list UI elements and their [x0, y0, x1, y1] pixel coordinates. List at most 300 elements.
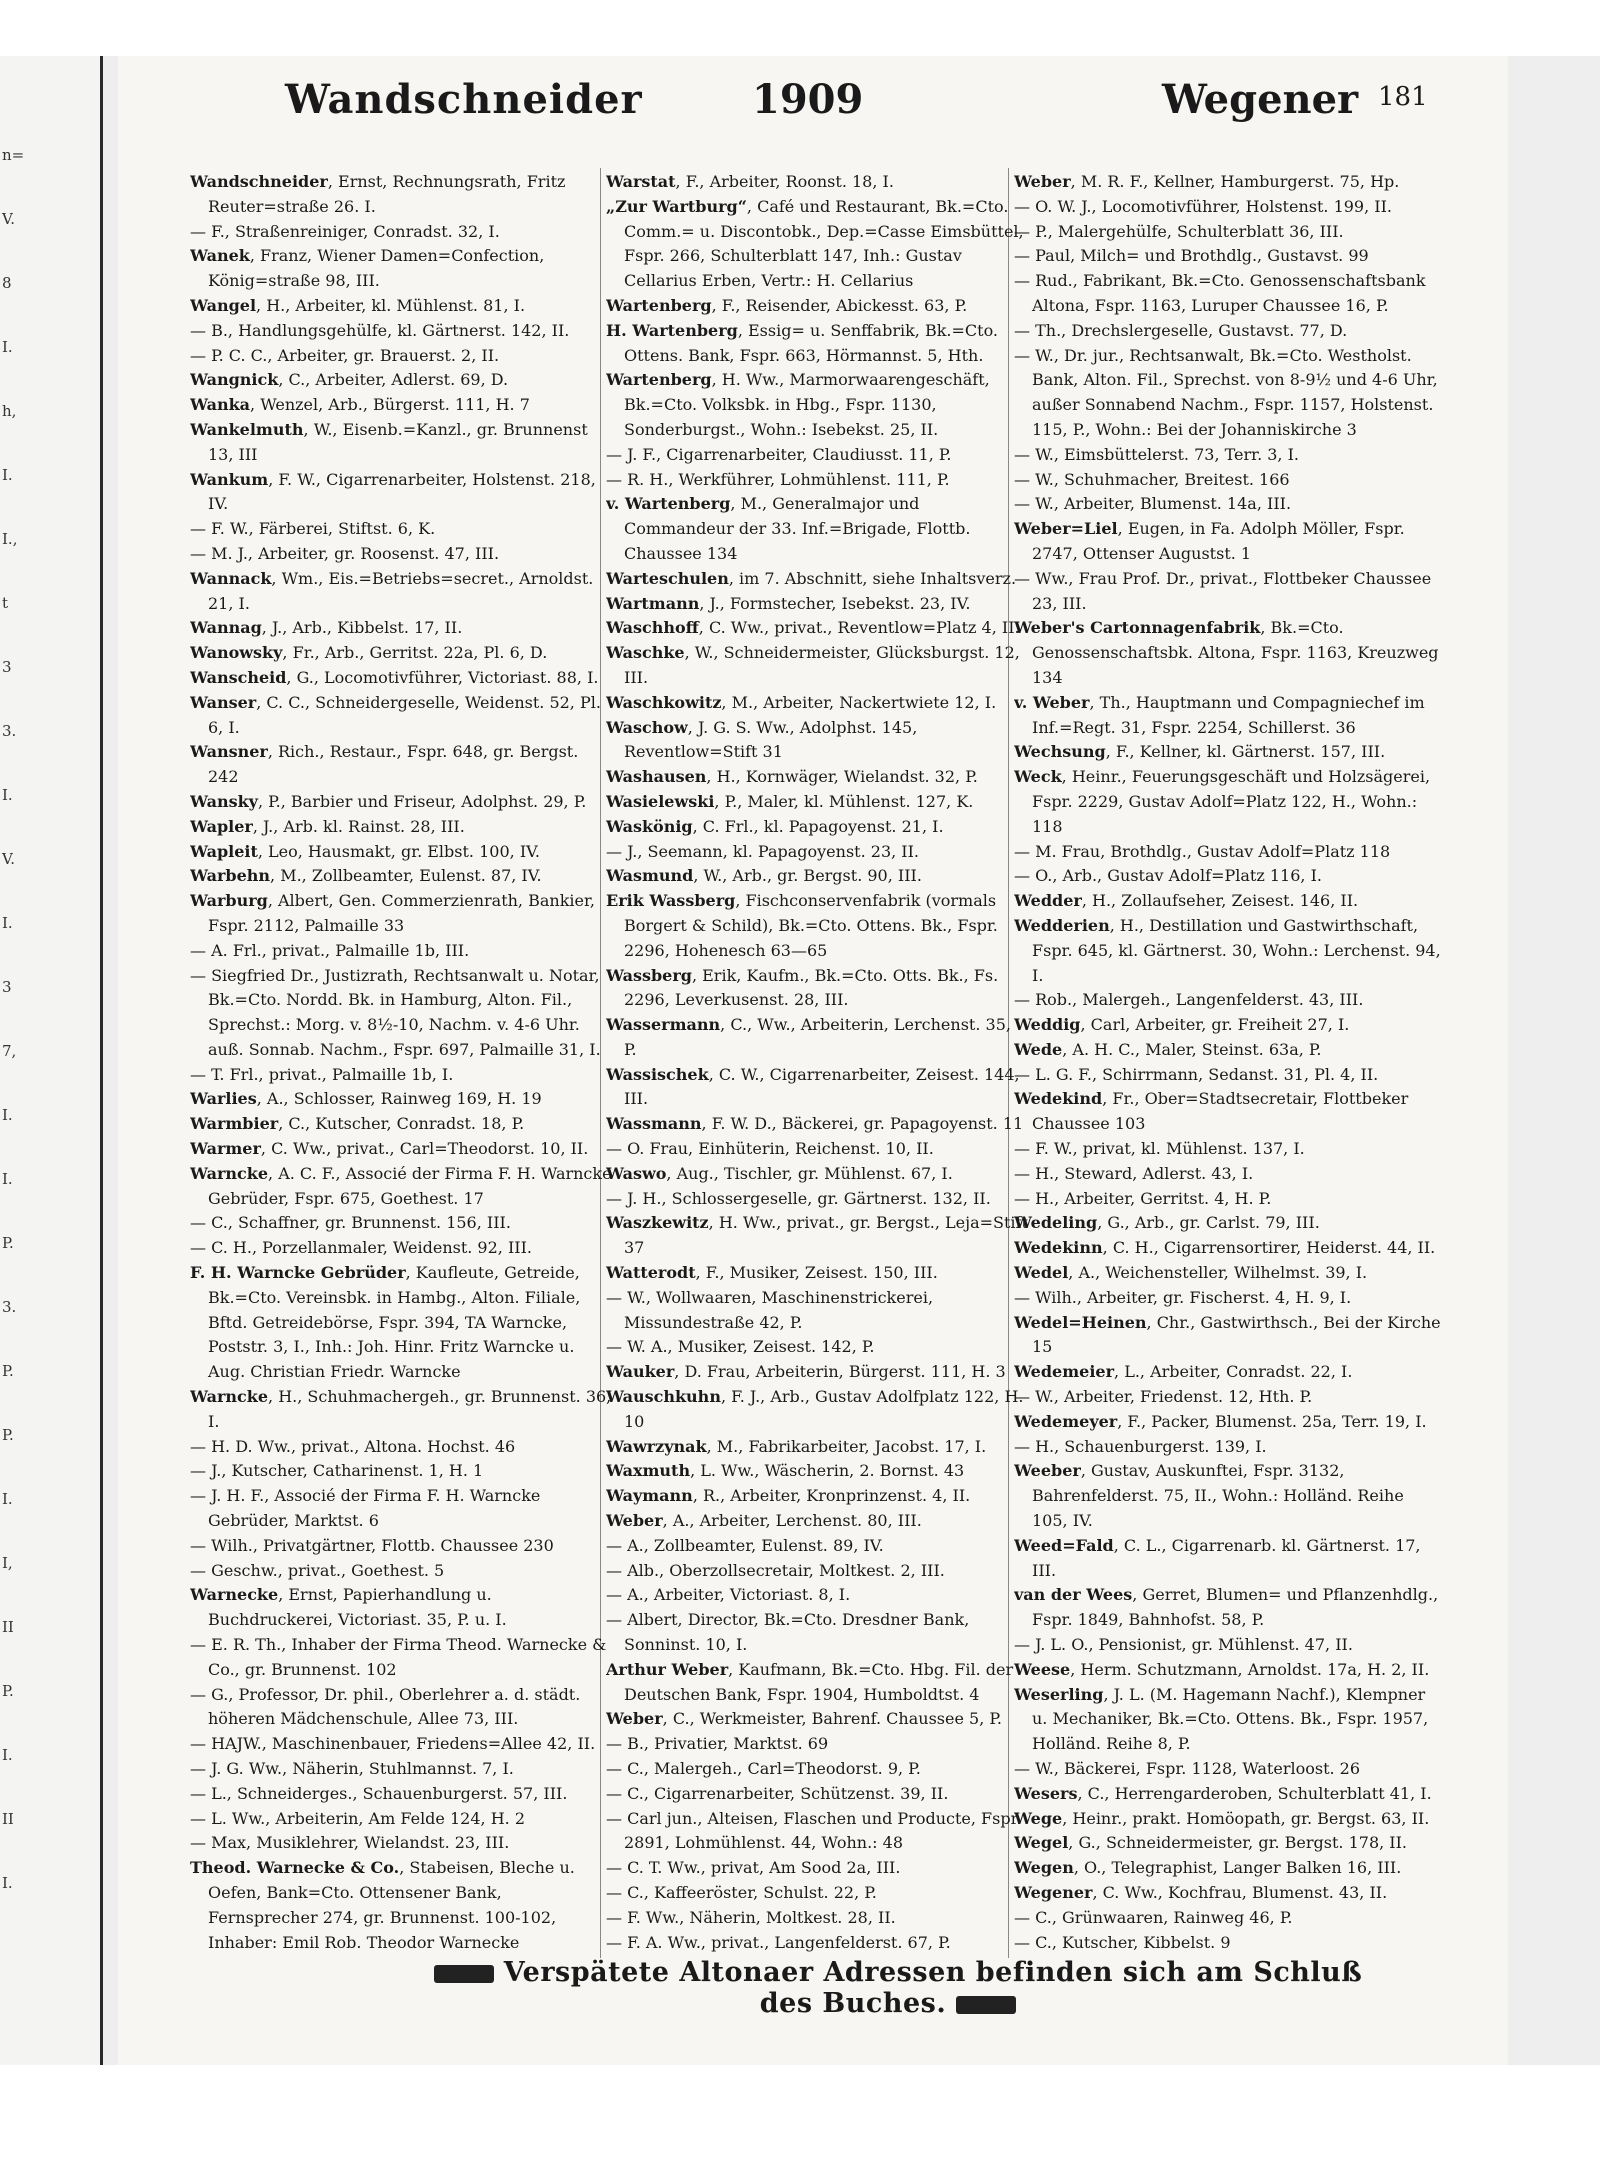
previous-page-fragment: I.: [2, 1170, 13, 1188]
directory-entry: [1014, 269, 1444, 319]
entry-details: Franz, Wiener Damen=Confection, König=straße 98, III.: [208, 246, 545, 291]
entry-details: Wenzel, Arb., Bürgerst. 111, H. 7: [260, 395, 530, 415]
entry-details: F., Musiker, Zeisest. 150, III.: [705, 1263, 938, 1283]
entry-surname: Wegen: [1014, 1858, 1074, 1878]
directory-entry: Wegel, G., Schneidermeister, gr. Bergst. 178, II.: [1014, 1833, 1408, 1853]
entry-surname: Waschhoff: [606, 618, 699, 638]
entry-surname: Weber: [606, 1709, 663, 1729]
entry-details: P., Barbier und Friseur, Adolphst. 29, P.: [268, 791, 587, 811]
entry-details: Heinr., prakt. Homöopath, gr. Bergst. 63, II.: [1072, 1808, 1430, 1828]
directory-entry: „Zur Wartburg“, Café und Restaurant, Bk.=Cto. Comm.= u. Discontobk., Dep.=Casse Eimsbüttel, Fspr. 266, Schulterblatt 147, Inh.: Gustav Cellarius Erben, Vertr.: H. Cellarius: [606, 196, 1024, 291]
entry-surname: van der Wees: [1014, 1585, 1133, 1605]
previous-page-fragment: P.: [2, 1234, 14, 1252]
directory-entry: [190, 964, 612, 1063]
entry-surname: Wartenberg: [606, 295, 712, 315]
previous-page-fragment: P.: [2, 1682, 14, 1700]
directory-column-3: [1014, 170, 1444, 1955]
directory-entry: [606, 1931, 1028, 1955]
entry-surname: Wasielewski: [606, 791, 715, 811]
directory-entry: [606, 1534, 1028, 1559]
directory-entry: Weber, M. R. F., Kellner, Hamburgerst. 75, Hp.: [1014, 172, 1400, 191]
directory-entry: [190, 344, 612, 369]
directory-entry: Warburg, Albert, Gen. Commerzienrath, Bankier, Fspr. 2112, Palmaille 33: [190, 891, 595, 935]
entry-details: Heinr., Feuerungsgeschäft und Holzsägerei, Fspr. 2229, Gustav Adolf=Platz 122, H., Wohn.: 118: [1032, 767, 1431, 836]
directory-entry: Warncke, H., Schuhmachergeh., gr. Brunnenst. 36, I.: [190, 1387, 612, 1431]
directory-entry: [190, 1484, 612, 1534]
entry-details: H., Arbeiter, kl. Mühlenst. 81, I.: [266, 295, 526, 315]
directory-entry: Weber=Liel, Eugen, in Fa. Adolph Möller, Fspr. 2747, Ottenser Augustst. 1: [1014, 519, 1405, 563]
entry-details: — J., Seemann, kl. Papagoyenst. 23, II.: [606, 841, 920, 861]
previous-page-fragment: n=: [2, 146, 25, 164]
entry-details: M., Zollbeamter, Eulenst. 87, IV.: [280, 866, 542, 886]
entry-surname: Wapler: [190, 816, 253, 836]
entry-details: — L., Schneiderges., Schauenburgerst. 57, III.: [190, 1783, 568, 1803]
entry-details: W., Schneidermeister, Glücksburgst. 12, III.: [624, 643, 1020, 687]
entry-details: M., Arbeiter, Nackertwiete 12, I.: [731, 692, 997, 712]
entry-surname: Wangel: [190, 295, 257, 315]
directory-entry: Wedderien, H., Destillation und Gastwirthschaft, Fspr. 645, kl. Gärtnerst. 30, Wohn.: Lerchenst. 94, I.: [1014, 915, 1441, 985]
directory-entry: [190, 1732, 612, 1757]
entry-surname: Weeber: [1014, 1461, 1081, 1481]
entry-details: Erik, Kaufm., Bk.=Cto. Otts. Bk., Fs. 2296, Leverkusenst. 28, III.: [624, 965, 999, 1010]
entry-details: — O. Frau, Einhüterin, Reichenst. 10, II.: [606, 1139, 934, 1159]
directory-entry: [1014, 864, 1444, 889]
entry-details: F., Arbeiter, Roonst. 18, I.: [685, 172, 894, 191]
directory-entry: Weber's Cartonnagenfabrik, Bk.=Cto. Genossenschaftsbk. Altona, Fspr. 1163, Kreuzweg 134: [1014, 618, 1439, 687]
directory-entry: [1014, 1137, 1444, 1162]
entry-surname: H. Wartenberg: [606, 320, 738, 340]
entry-surname: Wankum: [190, 469, 269, 489]
entry-details: — Rud., Fabrikant, Bk.=Cto. Genossenschaftsbank Altona, Fspr. 1163, Luruper Chaussee 16, P.: [1014, 271, 1426, 315]
pointing-hand-icon: [434, 1965, 494, 1983]
pointing-hand-icon: [956, 1996, 1016, 2014]
entry-details: — H., Steward, Adlerst. 43, I.: [1014, 1163, 1254, 1183]
entry-details: R., Arbeiter, Kronprinzenst. 4, II.: [702, 1486, 971, 1506]
directory-entry: [606, 468, 1028, 493]
directory-entry: Wankelmuth, W., Eisenb.=Kanzl., gr. Brunnenst 13, III: [190, 419, 588, 464]
directory-entry: [190, 1782, 612, 1807]
directory-entry: [606, 1608, 1028, 1658]
footer-notice: [398, 1957, 1388, 2019]
entry-details: C., Ww., Arbeiterin, Lerchenst. 35, P.: [624, 1015, 1011, 1059]
directory-entry: Wanka, Wenzel, Arb., Bürgerst. 111, H. 7: [190, 395, 530, 415]
previous-page-fragment: I.: [2, 914, 13, 932]
directory-entry: Weese, Herm. Schutzmann, Arnoldst. 17a, H. 2, II.: [1014, 1659, 1430, 1679]
entry-details: — R. H., Werkführer, Lohmühlenst. 111, P.: [606, 469, 950, 489]
entry-details: — F. W., Färberei, Stiftst. 6, K.: [190, 519, 436, 539]
entry-details: — W., Bäckerei, Fspr. 1128, Waterloost. 26: [1014, 1759, 1361, 1778]
entry-details: — H., Arbeiter, Gerritst. 4, H. P.: [1014, 1188, 1272, 1208]
entry-details: F. W., Cigarrenarbeiter, Holstenst. 218, IV.: [208, 469, 596, 514]
directory-entry: [190, 1459, 612, 1484]
entry-details: C. Ww., privat., Reventlow=Platz 4, II.: [708, 618, 1020, 638]
entry-details: C. Frl., kl. Papagoyenst. 21, I.: [702, 816, 944, 836]
entry-surname: Wasmund: [606, 866, 694, 886]
directory-entry: [1014, 1435, 1444, 1460]
entry-details: Eugen, in Fa. Adolph Möller, Fspr. 2747, Ottenser Augustst. 1: [1032, 519, 1405, 563]
previous-page-fragment: 7,: [2, 1042, 17, 1060]
directory-entry: [606, 443, 1028, 468]
directory-entry: Wassischek, C. W., Cigarrenarbeiter, Zeisest. 144, III.: [606, 1064, 1020, 1109]
previous-page-fragment: 3.: [2, 1298, 17, 1316]
directory-entry: Erik Wassberg, Fischconservenfabrik (vormals Borgert & Schild), Bk.=Cto. Ottens. Bk., Fspr. 2296, Hohenesch 63—65: [606, 891, 998, 960]
entry-details: Café und Restaurant, Bk.=Cto. Comm.= u. Discontobk., Dep.=Casse Eimsbüttel, Fspr. 266, Schulterblatt 147, Inh.: Gustav Cellarius Erben, Vertr.: H. Cellarius: [624, 196, 1024, 291]
directory-entry: [606, 1732, 1028, 1757]
entry-surname: Wedemeyer: [1014, 1411, 1118, 1431]
entry-details: — H., Schauenburgerst. 139, I.: [1014, 1436, 1267, 1456]
directory-entry: Waswo, Aug., Tischler, gr. Mühlenst. 67, I.: [606, 1163, 953, 1183]
entry-surname: Wedemeier: [1014, 1362, 1115, 1382]
directory-entry: [1014, 492, 1444, 517]
entry-details: G., Arb., gr. Carlst. 79, III.: [1107, 1213, 1320, 1233]
entry-details: W., Eisenb.=Kanzl., gr. Brunnenst 13, III: [208, 419, 588, 464]
entry-surname: Wanser: [190, 692, 257, 712]
entry-surname: Wansky: [190, 791, 258, 811]
previous-page-fragment: V.: [2, 850, 15, 868]
directory-entry: Weber, C., Werkmeister, Bahrenf. Chaussee 5, P.: [606, 1709, 1002, 1729]
directory-entry: Weed=Fald, C. L., Cigarrenarb. kl. Gärtnerst. 17, III.: [1014, 1535, 1421, 1580]
entry-details: — G., Professor, Dr. phil., Oberlehrer a. d. städt. höheren Mädchenschule, Allee 73, III.: [190, 1684, 581, 1729]
directory-entry: v. Wartenberg, M., Generalmajor und Commandeur der 33. Inf.=Brigade, Flottb. Chaussee 134: [606, 494, 971, 563]
entry-surname: Wangnick: [190, 370, 279, 390]
entry-surname: Warnecke: [190, 1585, 279, 1605]
previous-page-fragment: t: [2, 594, 9, 612]
directory-entry: Warmer, C. Ww., privat., Carl=Theodorst. 10, II.: [190, 1139, 589, 1159]
directory-entry: [190, 1559, 612, 1584]
entry-details: Gustav, Auskunftei, Fspr. 3132, Bahrenfelderst. 75, II., Wohn.: Holländ. Reihe 105, IV.: [1032, 1461, 1404, 1531]
entry-details: C., Werkmeister, Bahrenf. Chaussee 5, P.: [672, 1709, 1002, 1729]
directory-entry: Arthur Weber, Kaufmann, Bk.=Cto. Hbg. Fil. der Deutschen Bank, Fspr. 1904, Humboldtst. 4: [606, 1659, 1014, 1704]
entry-details: — T. Frl., privat., Palmaille 1b, I.: [190, 1064, 454, 1084]
entry-details: J. L. (M. Hagemann Nachf.), Klempner u. Mechaniker, Bk.=Cto. Ottens. Bk., Fspr. 1957, Holländ. Reihe 8, P.: [1032, 1684, 1429, 1754]
entry-details: C. L., Cigarrenarb. kl. Gärtnerst. 17, III.: [1032, 1535, 1421, 1580]
entry-details: — F., Straßenreiniger, Conradst. 32, I.: [190, 221, 500, 241]
entry-details: — M. J., Arbeiter, gr. Roosenst. 47, III.: [190, 543, 500, 563]
directory-entry: Wassermann, C., Ww., Arbeiterin, Lerchenst. 35, P.: [606, 1015, 1011, 1059]
entry-details: Th., Hauptmann und Compagniechef im Inf.=Regt. 31, Fspr. 2254, Schillerst. 36: [1032, 692, 1425, 737]
directory-entry: [190, 1831, 612, 1856]
directory-entry: Wedel=Heinen, Chr., Gastwirthsch., Bei der Kirche 15: [1014, 1312, 1441, 1357]
directory-entry: Wedel, A., Weichensteller, Wilhelmst. 39, I.: [1014, 1263, 1368, 1283]
directory-entry: Warstat, F., Arbeiter, Roonst. 18, I.: [606, 172, 894, 191]
directory-entry: Wegener, C. Ww., Kochfrau, Blumenst. 43, II.: [1014, 1882, 1388, 1902]
directory-entry: [606, 1286, 1028, 1336]
entry-surname: Weber's Cartonnagenfabrik: [1014, 618, 1261, 638]
directory-entry: [1014, 567, 1444, 617]
entry-details: J., Formstecher, Isebekst. 23, IV.: [709, 593, 971, 613]
entry-surname: Wedder: [1014, 891, 1082, 911]
entry-details: F. J., Arb., Gustav Adolfplatz 122, H. 10: [624, 1387, 1024, 1431]
directory-entry: [1014, 244, 1444, 269]
directory-entry: Wedder, H., Zollaufseher, Zeisest. 146, II.: [1014, 891, 1359, 911]
entry-details: — C., Kaffeeröster, Schulst. 22, P.: [606, 1882, 877, 1902]
entry-details: Essig= u. Senffabrik, Bk.=Cto. Ottens. Bank, Fspr. 663, Hörmannst. 5, Hth.: [624, 320, 998, 365]
entry-details: — B., Privatier, Marktst. 69: [606, 1734, 829, 1754]
entry-surname: Wassermann: [606, 1015, 721, 1035]
directory-entry: [606, 1856, 1028, 1881]
previous-page-fragment: I.,: [2, 530, 18, 548]
entry-details: — C., Grünwaaren, Rainweg 46, P.: [1014, 1907, 1293, 1927]
entry-details: — F. Ww., Näherin, Moltkest. 28, II.: [606, 1907, 896, 1927]
entry-surname: Warncke: [190, 1387, 269, 1407]
entry-details: L., Arbeiter, Conradst. 22, I.: [1124, 1362, 1353, 1382]
entry-details: — J. F., Cigarrenarbeiter, Claudiusst. 11, P.: [606, 444, 952, 464]
entry-details: F., Kellner, kl. Gärtnerst. 157, III.: [1115, 742, 1386, 762]
entry-surname: v. Wartenberg: [606, 494, 731, 514]
entry-details: — W., Dr. jur., Rechtsanwalt, Bk.=Cto. Westholst. Bank, Alton. Fil., Sprechst. von 8-9½ und 4-6 Uhr, außer Sonnabend Nachm., Fspr. 1157, Holstenst. 115, P., Wohn.: Bei der Johanniskirche 3: [1014, 345, 1438, 439]
entry-details: — W., Arbeiter, Friedenst. 12, Hth. P.: [1014, 1387, 1313, 1407]
directory-entry: Wanowsky, Fr., Arb., Gerritst. 22a, Pl. 6, D.: [190, 643, 548, 663]
previous-page-fragment: h,: [2, 402, 17, 420]
entry-details: — F. A. Ww., privat., Langenfelderst. 67, P.: [606, 1932, 951, 1952]
entry-surname: Wege: [1014, 1808, 1063, 1828]
directory-entry: Wartenberg, H. Ww., Marmorwaarengeschäft, Bk.=Cto. Volksbk. in Hbg., Fspr. 1130, Sonderburgst., Wohn.: Isebekst. 25, II.: [606, 370, 990, 439]
directory-entry: Theod. Warnecke & Co., Stabeisen, Bleche u. Oefen, Bank=Cto. Ottensener Bank, Fernsprecher 274, gr. Brunnenst. 100-102, Inhaber: Emil Rob. Theodor Warnecke: [190, 1858, 575, 1952]
entry-surname: „Zur Wartburg“: [606, 196, 747, 216]
entry-details: C. W., Cigarrenarbeiter, Zeisest. 144, III.: [624, 1064, 1020, 1109]
entry-surname: Wedderien: [1014, 915, 1110, 935]
entry-details: H., Destillation und Gastwirthschaft, Fspr. 645, kl. Gärtnerst. 30, Wohn.: Lerchenst. 94, I.: [1032, 915, 1441, 985]
entry-details: Kaufmann, Bk.=Cto. Hbg. Fil. der Deutschen Bank, Fspr. 1904, Humboldtst. 4: [624, 1659, 1014, 1704]
entry-details: Fr., Ober=Stadtsecretair, Flottbeker Chaussee 103: [1032, 1089, 1409, 1134]
top-margin: [0, 0, 1600, 56]
entry-details: F., Packer, Blumenst. 25a, Terr. 19, I.: [1127, 1411, 1427, 1431]
directory-entry: [1014, 195, 1444, 220]
entry-surname: Wandschneider: [190, 172, 328, 191]
directory-entry: Wandschneider, Ernst, Rechnungsrath, Fritz Reuter=straße 26. I.: [190, 172, 566, 216]
entry-details: — C., Cigarrenarbeiter, Schützenst. 39, II.: [606, 1783, 949, 1803]
entry-surname: Wegel: [1014, 1833, 1069, 1853]
directory-entry: F. H. Warncke Gebrüder, Kaufleute, Getreide, Bk.=Cto. Vereinsbk. in Hambg., Alton. Filiale, Bftd. Getreidebörse, Fspr. 394, TA Warncke, Poststr. 3, I., Inh.: Joh. Hinr. Fritz Warncke u. Aug. Christian Friedr. Warncke: [190, 1263, 581, 1382]
entry-details: im 7. Abschnitt, siehe Inhaltsverz.: [739, 568, 1017, 588]
entry-details: J., Arb., Kibbelst. 17, II.: [271, 618, 463, 638]
directory-column-1: [190, 170, 612, 1955]
entry-surname: Warncke: [190, 1163, 269, 1183]
directory-entry: [190, 1236, 612, 1261]
directory-entry: Watterodt, F., Musiker, Zeisest. 150, III.: [606, 1263, 938, 1283]
entry-details: Fischconservenfabrik (vormals Borgert & Schild), Bk.=Cto. Ottens. Bk., Fspr. 2296, Hohenesch 63—65: [624, 891, 998, 960]
entry-details: F. W. D., Bäckerei, gr. Papagoyenst. 11: [711, 1114, 1024, 1134]
entry-surname: Weck: [1014, 767, 1062, 787]
entry-surname: Wawrzynak: [606, 1436, 707, 1456]
page-number: 181: [1378, 82, 1428, 112]
directory-entry: [190, 319, 612, 344]
entry-surname: Washausen: [606, 767, 707, 787]
entry-details: Aug., Tischler, gr. Mühlenst. 67, I.: [676, 1163, 953, 1183]
entry-surname: Wedekind: [1014, 1089, 1103, 1109]
entry-surname: Wedekinn: [1014, 1238, 1103, 1258]
directory-entry: [1014, 220, 1444, 245]
entry-details: Chr., Gastwirthsch., Bei der Kirche 15: [1032, 1312, 1441, 1357]
entry-surname: Waxmuth: [606, 1461, 691, 1481]
directory-entry: Wegen, O., Telegraphist, Langer Balken 16, III.: [1014, 1858, 1402, 1878]
directory-entry: [606, 1807, 1028, 1857]
directory-entry: Waschke, W., Schneidermeister, Glücksburgst. 12, III.: [606, 643, 1020, 687]
entry-surname: Wanowsky: [190, 643, 283, 663]
directory-entry: Wedeling, G., Arb., gr. Carlst. 79, III.: [1014, 1213, 1320, 1233]
entry-details: — C., Kutscher, Kibbelst. 9: [1014, 1932, 1231, 1952]
directory-entry: [190, 1534, 612, 1559]
previous-page-fragment: P.: [2, 1426, 14, 1444]
entry-details: — HAJW., Maschinenbauer, Friedens=Allee 42, II.: [190, 1734, 596, 1754]
entry-details: — W., Wollwaaren, Maschinenstrickerei, Missundestraße 42, P.: [606, 1287, 934, 1332]
entry-surname: Watterodt: [606, 1263, 696, 1283]
entry-details: — Max, Musiklehrer, Wielandst. 23, III.: [190, 1833, 510, 1853]
entry-surname: Weber: [1014, 172, 1071, 191]
entry-details: Stabeisen, Bleche u. Oefen, Bank=Cto. Ottensener Bank, Fernsprecher 274, gr. Brunnenst. 100-102, Inhaber: Emil Rob. Theodor Warnecke: [208, 1858, 575, 1952]
entry-details: — Paul, Milch= und Brothdlg., Gustavst. 99: [1014, 246, 1369, 266]
directory-entry: Wapleit, Leo, Hausmakt, gr. Elbst. 100, IV.: [190, 841, 540, 861]
entry-details: — W., Schuhmacher, Breitest. 166: [1014, 469, 1290, 489]
directory-entry: Washausen, H., Kornwäger, Wielandst. 32, P.: [606, 767, 978, 787]
entry-details: D. Frau, Arbeiterin, Bürgerst. 111, H. 3: [684, 1362, 1006, 1382]
entry-surname: Wedeling: [1014, 1213, 1098, 1233]
entry-details: — Albert, Director, Bk.=Cto. Dresdner Bank, Sonninst. 10, I.: [606, 1610, 970, 1655]
previous-page-fragment: I.: [2, 338, 13, 356]
previous-page-fragment: I.: [2, 466, 13, 484]
entry-surname: Weddig: [1014, 1015, 1081, 1035]
entry-details: — Wilh., Arbeiter, gr. Fischerst. 4, H. 9, I.: [1014, 1287, 1352, 1307]
entry-surname: Wannag: [190, 618, 262, 638]
directory-entry: Wede, A. H. C., Maler, Steinst. 63a, P.: [1014, 1039, 1322, 1059]
entry-details: Rich., Restaur., Fspr. 648, gr. Bergst. 242: [208, 742, 579, 787]
entry-details: M., Fabrikarbeiter, Jacobst. 17, I.: [716, 1436, 987, 1456]
entry-surname: Wauschkuhn: [606, 1387, 721, 1407]
entry-details: C. Ww., privat., Carl=Theodorst. 10, II.: [271, 1139, 589, 1159]
running-head-year: 1909: [752, 76, 864, 123]
directory-entry: Wankum, F. W., Cigarrenarbeiter, Holstenst. 218, IV.: [190, 469, 596, 514]
previous-page-fragment: I.: [2, 1874, 13, 1892]
directory-entry: Wansky, P., Barbier und Friseur, Adolphst. 29, P.: [190, 791, 587, 811]
entry-details: — B., Handlungsgehülfe, kl. Gärtnerst. 142, II.: [190, 320, 570, 340]
entry-details: — J. L. O., Pensionist, gr. Mühlenst. 47, II.: [1014, 1635, 1353, 1655]
previous-page-fragment: 3: [2, 658, 12, 676]
entry-surname: Wapleit: [190, 841, 258, 861]
entry-details: C. Ww., Kochfrau, Blumenst. 43, II.: [1102, 1882, 1388, 1902]
entry-surname: Wassischek: [606, 1064, 709, 1084]
directory-entry: Warmbier, C., Kutscher, Conradst. 18, P.: [190, 1114, 525, 1134]
entry-surname: Wauker: [606, 1362, 675, 1382]
directory-entry: van der Wees, Gerret, Blumen= und Pflanzenhdlg., Fspr. 1849, Bahnhofst. 58, P.: [1014, 1585, 1439, 1630]
entry-details: Herm. Schutzmann, Arnoldst. 17a, H. 2, II.: [1080, 1659, 1430, 1679]
directory-entry: [606, 1187, 1028, 1212]
entry-surname: Weed=Fald: [1014, 1535, 1114, 1555]
entry-details: O., Telegraphist, Langer Balken 16, III.: [1084, 1858, 1402, 1878]
entry-details: — Th., Drechslergeselle, Gustavst. 77, D.: [1014, 320, 1348, 340]
entry-details: — Ww., Frau Prof. Dr., privat., Flottbeker Chaussee 23, III.: [1014, 568, 1432, 613]
entry-details: Wm., Eis.=Betriebs=secret., Arnoldst. 21, I.: [208, 568, 594, 613]
directory-entry: [1014, 1162, 1444, 1187]
entry-details: Fr., Arb., Gerritst. 22a, Pl. 6, D.: [292, 643, 548, 663]
directory-entry: [190, 1211, 612, 1236]
directory-entry: Wassmann, F. W. D., Bäckerei, gr. Papagoyenst. 11: [606, 1114, 1024, 1134]
entry-details: — P. C. C., Arbeiter, gr. Brauerst. 2, II.: [190, 345, 500, 365]
entry-surname: Warbehn: [190, 866, 271, 886]
directory-entry: [1014, 1187, 1444, 1212]
directory-entry: [190, 220, 612, 245]
directory-entry: Wanscheid, G., Locomotivführer, Victoriast. 88, I.: [190, 667, 599, 687]
entry-surname: Wartmann: [606, 593, 700, 613]
directory-entry: [606, 1583, 1028, 1608]
entry-details: — C., Schaffner, gr. Brunnenst. 156, III.: [190, 1213, 511, 1233]
directory-entry: [1014, 1063, 1444, 1088]
entry-details: M., Generalmajor und Commandeur der 33. Inf.=Brigade, Flottb. Chaussee 134: [624, 494, 971, 563]
directory-entry: [1014, 468, 1444, 493]
entry-details: — L. Ww., Arbeiterin, Am Felde 124, H. 2: [190, 1808, 525, 1828]
directory-entry: Wege, Heinr., prakt. Homöopath, gr. Bergst. 63, II.: [1014, 1808, 1430, 1828]
entry-surname: Waschkowitz: [606, 692, 722, 712]
entry-details: Ernst, Papierhandlung u. Buchdruckerei, Victoriast. 35, P. u. I.: [208, 1585, 507, 1630]
entry-surname: Warmer: [190, 1139, 261, 1159]
directory-entry: [190, 517, 612, 542]
entry-details: H. Ww., Marmorwaarengeschäft, Bk.=Cto. Volksbk. in Hbg., Fspr. 1130, Sonderburgst., Wohn.: Isebekst. 25, II.: [624, 370, 990, 439]
previous-page-strip: [0, 56, 103, 2065]
directory-entry: [1014, 344, 1444, 443]
entry-surname: Wanka: [190, 395, 251, 415]
directory-entry: Waschhoff, C. Ww., privat., Reventlow=Platz 4, II.: [606, 618, 1020, 638]
directory-entry: Wechsung, F., Kellner, kl. Gärtnerst. 157, III.: [1014, 742, 1386, 762]
entry-surname: Waymann: [606, 1486, 693, 1506]
entry-details: F., Reisender, Abickesst. 63, P.: [721, 295, 968, 315]
directory-entry: [606, 1137, 1028, 1162]
directory-entry: Wartmann, J., Formstecher, Isebekst. 23, IV.: [606, 593, 971, 613]
previous-page-fragment: I.: [2, 1746, 13, 1764]
entry-details: — J. H., Schlossergeselle, gr. Gärtnerst. 132, II.: [606, 1188, 991, 1208]
directory-entry: Wansner, Rich., Restaur., Fspr. 648, gr. Bergst. 242: [190, 742, 579, 787]
directory-entry: Wanser, C. C., Schneidergeselle, Weidenst. 52, Pl. 6, I.: [190, 692, 601, 737]
entry-surname: F. H. Warncke Gebrüder: [190, 1263, 406, 1283]
entry-surname: Warlies: [190, 1089, 257, 1109]
entry-details: Ernst, Rechnungsrath, Fritz Reuter=straße 26. I.: [208, 172, 566, 216]
directory-entry: Warteschulen, im 7. Abschnitt, siehe Inhaltsverz.: [606, 568, 1017, 588]
directory-entry: Waschkowitz, M., Arbeiter, Nackertwiete 12, I.: [606, 692, 997, 712]
entry-details: A., Schlosser, Rainweg 169, H. 19: [266, 1089, 542, 1109]
entry-details: J. G. S. Ww., Adolphst. 145, Reventlow=Stift 31: [624, 717, 918, 762]
directory-entry: Wauschkuhn, F. J., Arb., Gustav Adolfplatz 122, H. 10: [606, 1387, 1024, 1431]
entry-surname: Wankelmuth: [190, 419, 304, 439]
entry-details: G., Schneidermeister, gr. Bergst. 178, II.: [1078, 1833, 1408, 1853]
entry-surname: Weserling: [1014, 1684, 1104, 1704]
directory-entry: Warbehn, M., Zollbeamter, Eulenst. 87, IV.: [190, 866, 542, 886]
entry-surname: Weber: [606, 1511, 663, 1531]
entry-details: — J. G. Ww., Näherin, Stuhlmannst. 7, I.: [190, 1759, 514, 1778]
directory-entry: Waskönig, C. Frl., kl. Papagoyenst. 21, I.: [606, 816, 944, 836]
entry-surname: Wassmann: [606, 1114, 702, 1134]
entry-details: J., Arb. kl. Rainst. 28, III.: [263, 816, 465, 836]
entry-details: — F. W., privat, kl. Mühlenst. 137, I.: [1014, 1139, 1305, 1159]
directory-entry: Weber, A., Arbeiter, Lerchenst. 80, III.: [606, 1511, 922, 1531]
directory-entry: Wesers, C., Herrengarderoben, Schulterblatt 41, I.: [1014, 1783, 1432, 1803]
entry-surname: Wegener: [1014, 1882, 1093, 1902]
entry-surname: Wedel=Heinen: [1014, 1312, 1147, 1332]
directory-entry: Waschow, J. G. S. Ww., Adolphst. 145, Reventlow=Stift 31: [606, 717, 918, 762]
entry-details: — Wilh., Privatgärtner, Flottb. Chaussee 230: [190, 1535, 554, 1555]
directory-entry: [606, 1559, 1028, 1584]
entry-surname: Wedel: [1014, 1263, 1069, 1283]
entry-details: H., Zollaufseher, Zeisest. 146, II.: [1092, 891, 1359, 911]
entry-surname: Warstat: [606, 172, 676, 191]
entry-details: W., Arb., gr. Bergst. 90, III.: [703, 866, 922, 886]
directory-entry: [190, 939, 612, 964]
directory-entry: [1014, 1286, 1444, 1311]
entry-surname: Wannack: [190, 568, 272, 588]
entry-surname: Wanscheid: [190, 667, 287, 687]
directory-entry: H. Wartenberg, Essig= u. Senffabrik, Bk.=Cto. Ottens. Bank, Fspr. 663, Hörmannst. 5, Hth.: [606, 320, 998, 365]
directory-entry: [1014, 1906, 1444, 1931]
entry-surname: Arthur Weber: [606, 1659, 729, 1679]
directory-entry: [1014, 988, 1444, 1013]
entry-details: — M. Frau, Brothdlg., Gustav Adolf=Platz 118: [1014, 841, 1391, 861]
